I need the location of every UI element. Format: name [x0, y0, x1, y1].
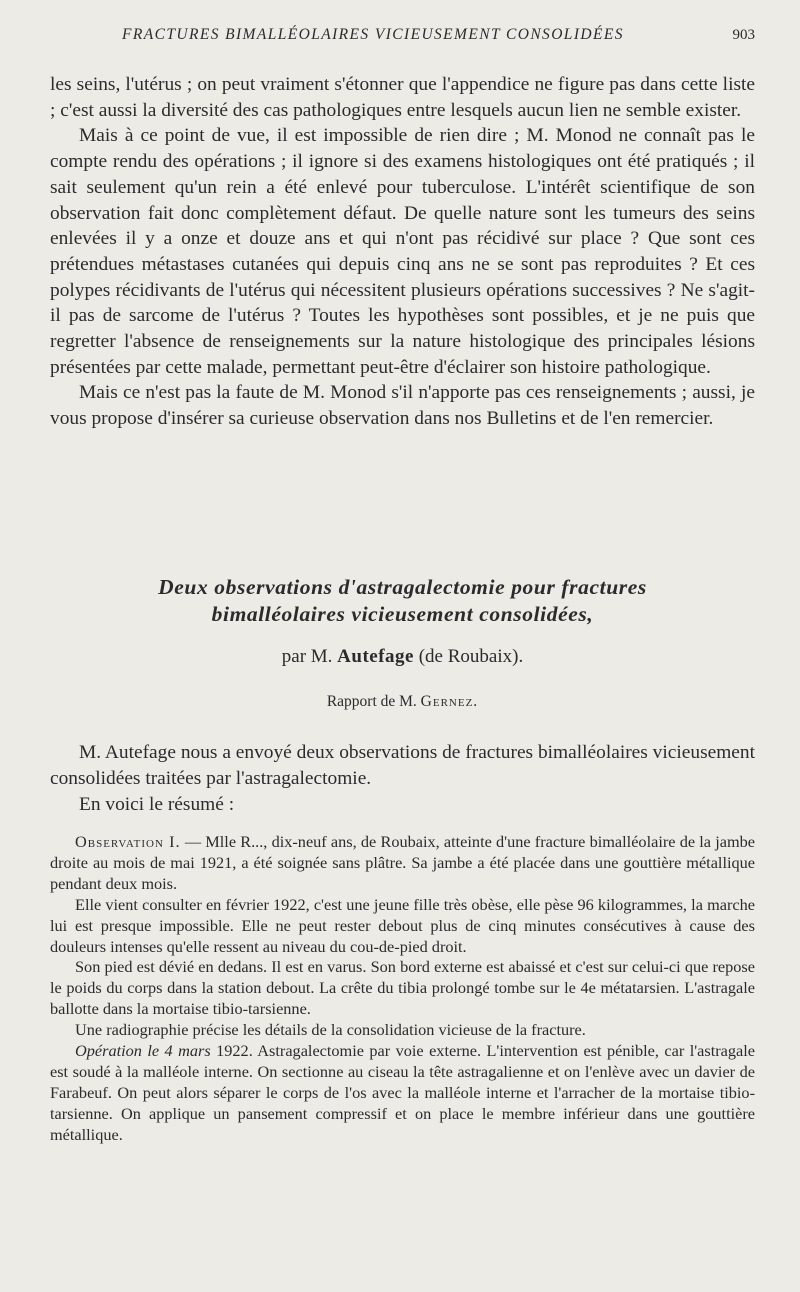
byline-suffix: (de Roubaix).	[418, 646, 524, 667]
report-prefix: Rapport de M.	[326, 693, 417, 710]
body-paragraph: Mais ce n'est pas la faute de M. Monod s'il n'apporte pas ces renseignements ; aussi, je vous propose d'insérer sa curieuse observation dans nos Bulletins et de l'en remercier.	[50, 382, 755, 430]
intro-paragraph: M. Autefage nous a envoyé deux observations de fractures bimalléolaires vicieusement consolidées traitées par l'astragalectomie.	[50, 742, 755, 789]
page-number: 903	[732, 27, 755, 43]
article-title-line1: Deux observations d'astragalectomie pour fractures	[158, 575, 647, 599]
operation-text: 1922. Astragalectomie par voie externe. L'intervention est pénible, car l'astragale est soudé à la malléole interne. On sectionne au ciseau la tête astragalienne et on l'enlève avec un davier de Farabeuf. On peut alors séparer le corps de l'os avec la malléole interne et l'arracher de la mortaise tibio-tarsienne. On applique un pansement compressif et on place le membre inférieur dans une gouttière métallique.	[50, 1041, 755, 1144]
article-title-line2: bimalléolaires vicieusement consolidées,	[211, 602, 594, 626]
intro-paragraph: En voici le résumé :	[79, 794, 235, 815]
article-heading	[50, 574, 755, 711]
operation-label: Opération le 4 mars	[75, 1041, 211, 1061]
observation-paragraph: Elle vient consulter en février 1922, c'est une jeune fille très obèse, elle pèse 96 kilogrammes, la marche lui est presque impossible. Elle ne peut rester debout plus de cinq minutes consécutives à cause des douleurs intenses qu'elle ressent au niveau du cou-de-pied droit.	[50, 894, 755, 956]
byline	[50, 646, 755, 668]
body-paragraph: les seins, l'utérus ; on peut vraiment s'étonner que l'appendice ne figure pas dans cette liste ; c'est aussi la diversité des cas pathologiques entre lesquels aucun lien ne semble exister.	[50, 74, 755, 121]
page-header	[50, 26, 755, 48]
observation-paragraph: Une radiographie précise les détails de la consolidation vicieuse de la fracture.	[75, 1020, 586, 1040]
article-title	[50, 574, 755, 628]
report-body	[50, 72, 755, 432]
running-title: FRACTURES BIMALLÉOLAIRES VICIEUSEMENT CONSOLIDÉES	[122, 26, 624, 43]
byline-prefix: par M.	[281, 646, 333, 667]
observation-label: Observation I.	[75, 832, 181, 851]
observation-text: — Mlle R..., dix-neuf ans, de Roubaix, atteinte d'une fracture bimalléolaire de la jambe droite au mois de mai 1921, a été soignée sans plâtre. Sa jambe a été placée dans une gouttière métallique pendant deux mois.	[50, 832, 755, 893]
observation-paragraph	[50, 832, 755, 895]
reporter-name: Gernez.	[420, 693, 479, 710]
author-name: Autefage	[337, 646, 414, 667]
report-line	[50, 693, 755, 711]
article-intro	[50, 740, 755, 818]
observation-paragraph: Son pied est dévié en dedans. Il est en varus. Son bord externe est abaissé et c'est sur celui-ci que repose le poids du corps dans la station debout. La crête du tibia prolongé tombe sur le 4e métatarsien. L'astragale ballotte dans la mortaise tibio-tarsienne.	[50, 957, 755, 1019]
observation-section	[50, 832, 755, 1146]
body-paragraph: Mais à ce point de vue, il est impossible de rien dire ; M. Monod ne connaît pas le compte rendu des opérations ; il ignore si des examens histologiques ont été pratiqués ; il sait seulement qu'un rein a été enlevé pour tuberculose. L'intérêt scientifique de son observation fait donc complètement défaut. De quelle nature sont les tumeurs des seins enlevées il y a onze et douze ans et qui n'ont pas récidivé sur place ? Que sont ces prétendues métastases cutanées qui depuis cinq ans ne se sont pas reproduites ? Et ces polypes récidivants de l'utérus qui nécessitent plusieurs opérations successives ? Ne s'agit-il pas de sarcome de l'utérus ? Toutes les hypothèses sont possibles, et je ne puis que regretter l'absence de renseignements sur la nature histologique des principales lésions présentées par cette malade, permettant peut-être d'éclairer son histoire pathologique.	[50, 125, 755, 378]
operation-paragraph	[50, 1041, 755, 1146]
